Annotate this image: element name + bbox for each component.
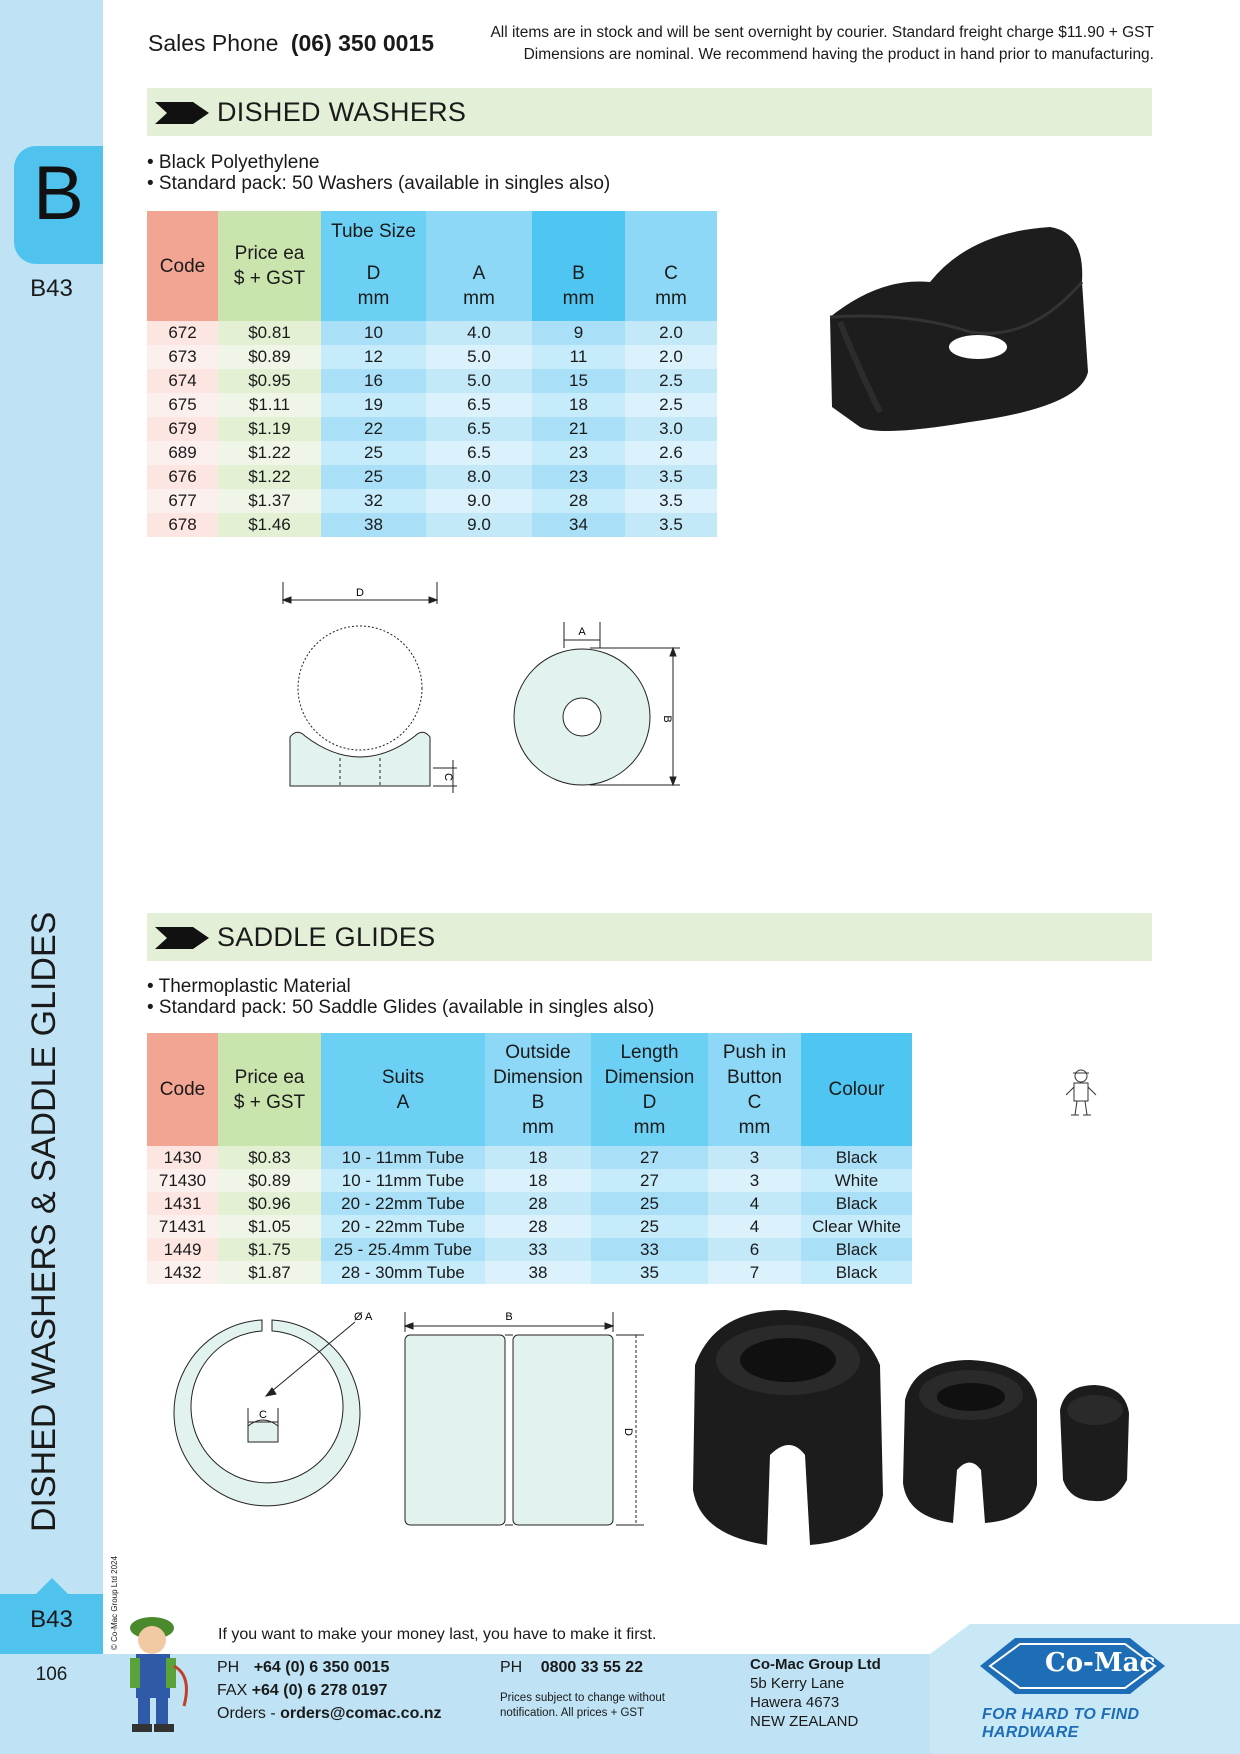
table-cell: 28	[485, 1192, 591, 1215]
table-cell: 16	[321, 369, 426, 393]
price-note-line: Prices subject to change without	[500, 1692, 665, 1704]
dimension-label-a: Ø A	[354, 1311, 373, 1323]
glide-features	[147, 976, 654, 1018]
table-row	[147, 1169, 912, 1192]
header-line: Outside	[505, 1041, 571, 1063]
table-cell: $0.83	[218, 1146, 321, 1169]
column-header: Code	[147, 1033, 218, 1146]
table-row	[147, 441, 717, 465]
header-note-line: Dimensions are nominal. We recommend having the product in hand prior to manufacturing.	[523, 46, 1154, 63]
phone-number: +64 (0) 6 350 0015	[253, 1659, 390, 1676]
phone-label: PH	[217, 1659, 240, 1676]
table-cell: 4.0	[426, 321, 532, 345]
price-note-line: notification. All prices + GST	[500, 1707, 645, 1719]
column-header	[625, 211, 717, 321]
header-line: mm	[633, 1116, 666, 1138]
table-cell: 7	[708, 1261, 801, 1284]
column-header	[218, 1033, 321, 1146]
table-cell: 71431	[147, 1215, 218, 1238]
column-header	[321, 211, 426, 321]
table-cell: 38	[321, 513, 426, 537]
table-cell: 3.5	[625, 465, 717, 489]
glide-table-body	[147, 1146, 912, 1284]
header-line: mm	[522, 1116, 554, 1138]
table-cell: 20 - 22mm Tube	[321, 1215, 485, 1238]
table-cell: 25	[591, 1215, 708, 1238]
sales-phone-number: (06) 350 0015	[290, 30, 435, 56]
column-header	[591, 1033, 708, 1146]
table-cell: 34	[532, 513, 625, 537]
table-row	[147, 1192, 912, 1215]
header-line: mm	[562, 288, 595, 309]
table-cell: 28 - 30mm Tube	[321, 1261, 485, 1284]
table-row	[147, 1146, 912, 1169]
section-letter: B	[33, 151, 84, 236]
table-cell: 3.0	[625, 417, 717, 441]
header-line: D	[642, 1091, 657, 1113]
header-line: mm	[357, 288, 390, 309]
header-line: Button	[727, 1066, 782, 1088]
mascot-icon	[112, 1606, 196, 1736]
table-cell: 21	[532, 417, 625, 441]
header-line: mm	[655, 288, 687, 309]
table-row	[147, 369, 717, 393]
section-title: DISHED WASHERS	[217, 97, 467, 127]
header-line: Price ea	[234, 1066, 305, 1088]
table-cell: 6	[708, 1238, 801, 1261]
table-cell: $0.81	[218, 321, 321, 345]
feature-item: • Black Polyethylene	[147, 152, 320, 173]
dished-washer-photo	[820, 222, 1095, 452]
table-cell: 27	[591, 1169, 708, 1192]
table-cell: 674	[147, 369, 218, 393]
table-cell: $1.22	[218, 465, 321, 489]
bottom-section-code: B43	[30, 1606, 73, 1633]
fax-line	[217, 1680, 387, 1702]
orders-line	[217, 1703, 442, 1725]
table-row	[147, 393, 717, 417]
glide-dimension-diagram	[150, 1300, 634, 1535]
table-cell: 8.0	[426, 465, 532, 489]
logo-tagline: FOR HARD TO FIND HARDWARE	[982, 1706, 1140, 1741]
table-cell: 2.0	[625, 345, 717, 369]
table-cell: 10 - 11mm Tube	[321, 1169, 485, 1192]
table-cell: 2.5	[625, 369, 717, 393]
price-note	[500, 1691, 665, 1721]
table-cell: 2.6	[625, 441, 717, 465]
header-line: D	[366, 263, 381, 284]
section-banner-glides	[147, 913, 1152, 961]
table-cell: 677	[147, 489, 218, 513]
table-cell: 3	[708, 1146, 801, 1169]
table-cell: Black	[801, 1192, 912, 1215]
table-cell: 10 - 11mm Tube	[321, 1146, 485, 1169]
freephone-line	[500, 1657, 643, 1679]
table-cell: 11	[532, 345, 625, 369]
table-cell: 38	[485, 1261, 591, 1284]
table-cell: 675	[147, 393, 218, 417]
table-cell: 689	[147, 441, 218, 465]
orders-label: Orders -	[217, 1705, 276, 1722]
washer-features	[147, 152, 610, 194]
table-cell: 6.5	[426, 417, 532, 441]
table-cell: Black	[801, 1238, 912, 1261]
column-header	[321, 1033, 485, 1146]
sales-phone	[148, 30, 434, 57]
column-header	[532, 211, 625, 321]
table-row	[147, 345, 717, 369]
table-cell: 22	[321, 417, 426, 441]
vertical-section-title: DISHED WASHERS & SADDLE GLIDES	[25, 911, 63, 1532]
table-cell: 28	[485, 1215, 591, 1238]
table-cell: 672	[147, 321, 218, 345]
dimension-label-c: C	[259, 1409, 267, 1421]
table-cell: 25	[591, 1192, 708, 1215]
table-cell: 33	[485, 1238, 591, 1261]
dimension-label-a: A	[578, 626, 586, 638]
table-cell: 23	[532, 465, 625, 489]
header-line: C	[664, 263, 678, 284]
table-cell: $0.95	[218, 369, 321, 393]
table-cell: 15	[532, 369, 625, 393]
dimension-label-c: C	[442, 773, 454, 781]
header-line: Push in	[722, 1041, 787, 1063]
header-line: A	[472, 263, 486, 284]
feature-item: • Thermoplastic Material	[147, 976, 351, 997]
header-note	[490, 22, 1154, 66]
table-cell: 35	[591, 1261, 708, 1284]
table-row	[147, 417, 717, 441]
table-cell: 18	[485, 1146, 591, 1169]
table-cell: $1.19	[218, 417, 321, 441]
table-cell: 1431	[147, 1192, 218, 1215]
table-cell: 676	[147, 465, 218, 489]
table-cell: $0.89	[218, 345, 321, 369]
table-cell: 20 - 22mm Tube	[321, 1192, 485, 1215]
washer-table-body	[147, 321, 717, 537]
table-cell: 679	[147, 417, 218, 441]
table-cell: 23	[532, 441, 625, 465]
table-cell: 1430	[147, 1146, 218, 1169]
table-row	[147, 1261, 912, 1284]
address-line: Hawera 4673	[750, 1694, 840, 1711]
table-cell: $0.96	[218, 1192, 321, 1215]
company-name: Co-Mac Group Ltd	[750, 1656, 881, 1673]
header-line: Dimension	[493, 1066, 583, 1088]
table-cell: 678	[147, 513, 218, 537]
saddle-glides-photo	[685, 1305, 1160, 1550]
table-cell: 25	[321, 441, 426, 465]
column-header	[426, 211, 532, 321]
header-line: $ + GST	[233, 268, 306, 289]
freephone-label: PH	[500, 1659, 523, 1676]
table-cell: $1.11	[218, 393, 321, 417]
column-header	[708, 1033, 801, 1146]
table-row	[147, 1238, 912, 1261]
table-cell: 18	[532, 393, 625, 417]
washer-table	[147, 211, 717, 537]
table-cell: Black	[801, 1261, 912, 1284]
header-line: B	[531, 1091, 545, 1113]
table-cell: $1.37	[218, 489, 321, 513]
table-cell: $1.87	[218, 1261, 321, 1284]
feature-item: • Standard pack: 50 Washers (available in singles also)	[147, 173, 611, 194]
table-cell: 5.0	[426, 369, 532, 393]
phone-line	[217, 1657, 389, 1679]
table-cell: 1432	[147, 1261, 218, 1284]
section-title: SADDLE GLIDES	[217, 922, 436, 952]
orders-email[interactable]: orders@comac.co.nz	[280, 1705, 442, 1722]
table-row	[147, 465, 717, 489]
table-cell: Black	[801, 1146, 912, 1169]
table-cell: White	[801, 1169, 912, 1192]
table-cell: $1.46	[218, 513, 321, 537]
header-line: Price ea	[234, 243, 305, 264]
table-cell: 71430	[147, 1169, 218, 1192]
column-header	[485, 1033, 591, 1146]
table-cell: 5.0	[426, 345, 532, 369]
table-cell: 19	[321, 393, 426, 417]
header-line: Tube Size	[331, 221, 416, 242]
table-cell: 1449	[147, 1238, 218, 1261]
page-number: 106	[35, 1664, 68, 1685]
table-row	[147, 321, 717, 345]
footer-quote: If you want to make your money last, you have to make it first.	[218, 1626, 657, 1643]
table-cell: 25	[321, 465, 426, 489]
fax-label: FAX	[217, 1682, 248, 1699]
table-cell: 9	[532, 321, 625, 345]
table-cell: 4	[708, 1192, 801, 1215]
table-cell: 33	[591, 1238, 708, 1261]
table-cell: 4	[708, 1215, 801, 1238]
table-cell: 2.5	[625, 393, 717, 417]
table-row	[147, 1215, 912, 1238]
header-line: Suits	[381, 1066, 425, 1088]
table-cell: Clear White	[801, 1215, 912, 1238]
table-cell: 32	[321, 489, 426, 513]
address-line: 5b Kerry Lane	[750, 1675, 845, 1692]
header-line: Dimension	[604, 1066, 695, 1088]
header-note-line: All items are in stock and will be sent overnight by courier. Standard freight charge $11.90 + GST	[490, 24, 1154, 41]
header-line: A	[396, 1091, 410, 1113]
tab-notch	[36, 1578, 68, 1594]
table-cell: 12	[321, 345, 426, 369]
table-cell: 2.0	[625, 321, 717, 345]
washer-dimension-diagram	[275, 578, 695, 793]
dimension-label-b: B	[505, 1311, 513, 1323]
table-row	[147, 513, 717, 537]
column-header: Code	[147, 211, 218, 321]
table-cell: 3	[708, 1169, 801, 1192]
table-cell: $0.89	[218, 1169, 321, 1192]
table-cell: 18	[485, 1169, 591, 1192]
table-cell: 9.0	[426, 489, 532, 513]
table-cell: 9.0	[426, 513, 532, 537]
table-cell: 3.5	[625, 513, 717, 537]
section-banner-washers	[147, 88, 1152, 136]
header-line: mm	[463, 288, 495, 309]
table-cell: 673	[147, 345, 218, 369]
table-cell: 6.5	[426, 393, 532, 417]
table-row	[147, 489, 717, 513]
sales-phone-label: Sales Phone	[148, 30, 279, 56]
table-cell: 28	[532, 489, 625, 513]
table-cell: 6.5	[426, 441, 532, 465]
company-address	[750, 1655, 881, 1731]
freephone-number: 0800 33 55 22	[540, 1659, 644, 1676]
header-line: mm	[738, 1116, 771, 1138]
table-cell: 27	[591, 1146, 708, 1169]
feature-item: • Standard pack: 50 Saddle Glides (available in singles also)	[147, 997, 655, 1018]
dimension-label-d: D	[622, 1428, 634, 1436]
section-code: B43	[30, 275, 73, 302]
table-cell: $1.22	[218, 441, 321, 465]
table-cell: $1.05	[218, 1215, 321, 1238]
arrow-icon	[155, 927, 209, 949]
comac-logo: Co-Mac	[1045, 1648, 1156, 1678]
arrow-icon	[155, 102, 209, 124]
column-header: Colour	[801, 1033, 912, 1146]
table-cell: 25 - 25.4mm Tube	[321, 1238, 485, 1261]
fax-number: +64 (0) 6 278 0197	[251, 1682, 388, 1699]
copyright-notice: © Co-Mac Group Ltd 2024	[110, 1556, 119, 1650]
table-cell: 10	[321, 321, 426, 345]
dimension-label-d: D	[356, 587, 364, 599]
glide-table	[147, 1033, 912, 1284]
header-line: $ + GST	[233, 1091, 306, 1113]
header-line: Length	[620, 1041, 679, 1063]
dimension-label-b: B	[661, 715, 673, 723]
table-cell: 3.5	[625, 489, 717, 513]
address-line: NEW ZEALAND	[750, 1713, 859, 1730]
table-cell: $1.75	[218, 1238, 321, 1261]
mascot-sketch-icon	[1063, 1067, 1099, 1119]
header-line: C	[747, 1091, 762, 1113]
column-header	[218, 211, 321, 321]
header-line: B	[572, 263, 585, 284]
